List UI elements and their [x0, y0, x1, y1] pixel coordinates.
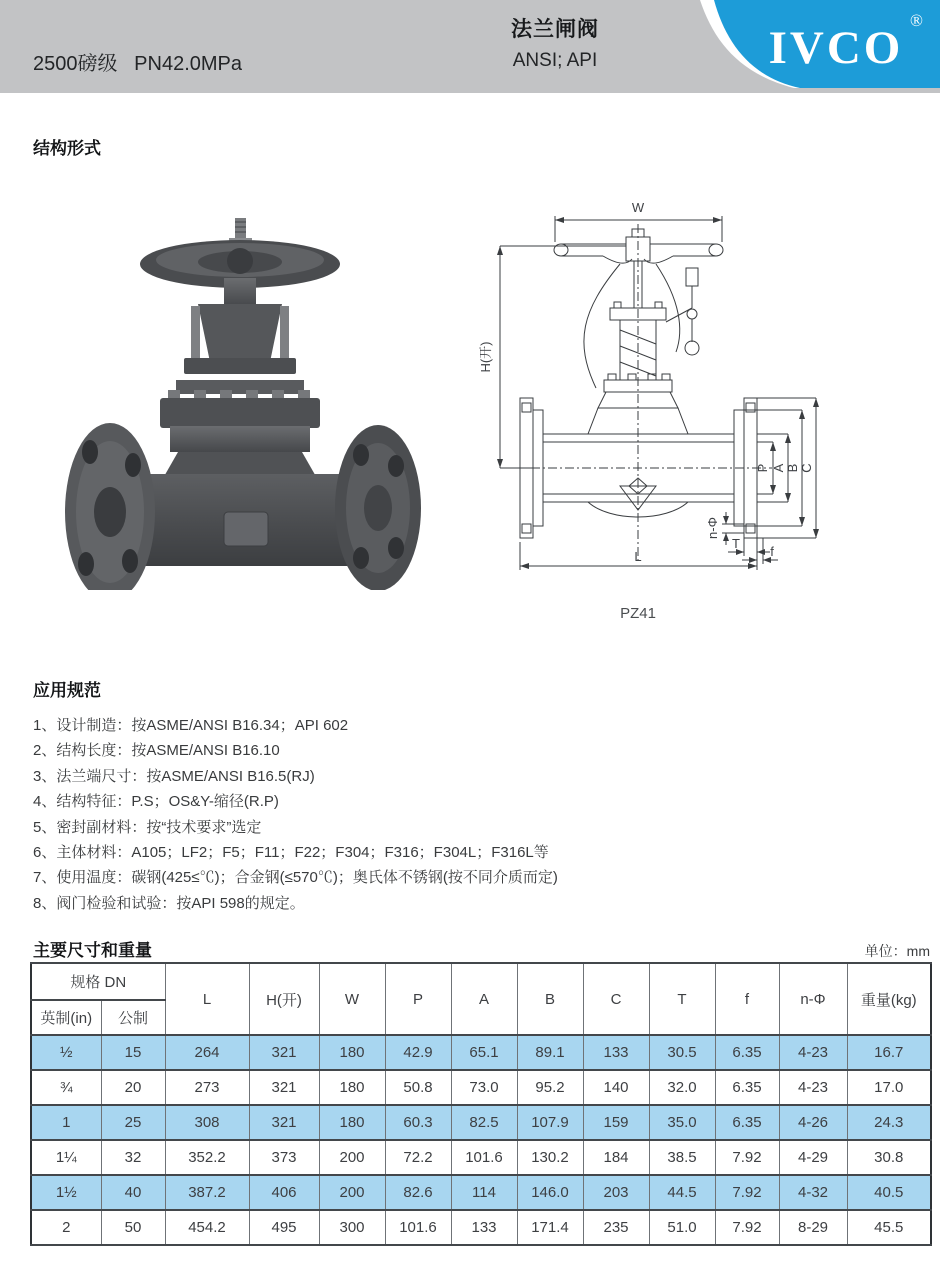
cell-value: 89.1: [517, 1035, 583, 1070]
cell-value: 200: [319, 1175, 385, 1210]
cell-size-dn: 32: [101, 1140, 165, 1175]
specs-list: [33, 713, 913, 916]
spec-item: 3、法兰端尺寸：按ASME/ANSI B16.5(RJ): [33, 767, 315, 785]
col-header-a: A: [451, 963, 517, 1035]
spec-item: 8、阀门检验和试验：按API 598的规定。: [33, 894, 305, 912]
cell-size-dn: 20: [101, 1070, 165, 1105]
cell-value: 30.8: [847, 1140, 931, 1175]
cell-value: 273: [165, 1070, 249, 1105]
cell-value: 373: [249, 1140, 319, 1175]
cell-value: 50.8: [385, 1070, 451, 1105]
cell-value: 6.35: [715, 1105, 779, 1140]
cell-value: 140: [583, 1070, 649, 1105]
dim-label-nphi: n-Φ: [705, 517, 720, 539]
cell-value: 454.2: [165, 1210, 249, 1245]
right-flange: [335, 425, 421, 590]
col-header-p: P: [385, 963, 451, 1035]
col-header-nphi: n-Φ: [779, 963, 847, 1035]
cell-value: 32.0: [649, 1070, 715, 1105]
cell-value: 38.5: [649, 1140, 715, 1175]
dim-label-a: A: [771, 463, 786, 473]
section-title-specs: 应用规范: [33, 681, 101, 700]
col-header-f: f: [715, 963, 779, 1035]
cell-value: 101.6: [451, 1140, 517, 1175]
cell-value: 184: [583, 1140, 649, 1175]
product-title-block: [455, 13, 655, 72]
cell-value: 200: [319, 1140, 385, 1175]
cell-value: 44.5: [649, 1175, 715, 1210]
cell-value: 6.35: [715, 1070, 779, 1105]
spec-item: 4、结构特征：P.S；OS&Y-缩径(R.P): [33, 793, 279, 811]
cell-value: 352.2: [165, 1140, 249, 1175]
header-bar: [0, 0, 940, 93]
cell-value: 6.35: [715, 1035, 779, 1070]
cell-value: 4-32: [779, 1175, 847, 1210]
cell-value: 60.3: [385, 1105, 451, 1140]
cell-value: 133: [451, 1210, 517, 1245]
cell-value: 24.3: [847, 1105, 931, 1140]
cell-value: 95.2: [517, 1070, 583, 1105]
dim-label-t: T: [732, 536, 740, 551]
cell-size-inch: ¾: [31, 1070, 101, 1105]
section-title-structure: 结构形式: [33, 139, 101, 158]
cell-value: 35.0: [649, 1105, 715, 1140]
cell-size-inch: ½: [31, 1035, 101, 1070]
col-header-inch: 英制(in): [31, 1000, 101, 1035]
cell-value: 159: [583, 1105, 649, 1140]
table-row: [31, 1210, 931, 1245]
cell-value: 4-29: [779, 1140, 847, 1175]
cell-size-dn: 40: [101, 1175, 165, 1210]
cell-value: 82.5: [451, 1105, 517, 1140]
cell-value: 101.6: [385, 1210, 451, 1245]
col-header-h-open: H(开): [249, 963, 319, 1035]
cell-value: 203: [583, 1175, 649, 1210]
dim-label-p: P: [755, 463, 770, 473]
cell-value: 7.92: [715, 1210, 779, 1245]
product-standards-label: ANSI; API: [512, 50, 598, 71]
cell-value: 4-23: [779, 1035, 847, 1070]
handwheel: [140, 218, 340, 288]
cell-value: 146.0: [517, 1175, 583, 1210]
table-row: [31, 1070, 931, 1105]
dim-label-l: L: [634, 549, 642, 564]
cell-value: 40.5: [847, 1175, 931, 1210]
cell-value: 300: [319, 1210, 385, 1245]
cell-value: 42.9: [385, 1035, 451, 1070]
cell-value: 130.2: [517, 1140, 583, 1175]
cell-value: 4-26: [779, 1105, 847, 1140]
cell-value: 406: [249, 1175, 319, 1210]
cell-value: 114: [451, 1175, 517, 1210]
table-row: [31, 1105, 931, 1140]
cell-value: 321: [249, 1105, 319, 1140]
dimension-arrows: [497, 217, 819, 569]
left-flange: [65, 423, 155, 590]
cell-size-inch: 1¼: [31, 1140, 101, 1175]
dim-label-h: H(开): [478, 341, 493, 373]
cell-value: 133: [583, 1035, 649, 1070]
cell-value: 264: [165, 1035, 249, 1070]
model-label: PZ41: [620, 605, 656, 622]
col-header-t: T: [649, 963, 715, 1035]
valve-technical-drawing: [470, 190, 932, 632]
cell-value: 65.1: [451, 1035, 517, 1070]
col-header-b: B: [517, 963, 583, 1035]
section-title-dimensions: 主要尺寸和重量: [33, 941, 152, 960]
col-header-spec-dn: 规格 DN: [31, 963, 165, 1000]
cell-size-inch: 1: [31, 1105, 101, 1140]
cell-value: 308: [165, 1105, 249, 1140]
unit-label: 单位：mm: [864, 943, 930, 959]
cell-size-dn: 50: [101, 1210, 165, 1245]
cell-size-inch: 1½: [31, 1175, 101, 1210]
dim-label-w: W: [631, 200, 645, 215]
cell-value: 30.5: [649, 1035, 715, 1070]
dim-label-c: C: [799, 463, 814, 473]
cell-value: 387.2: [165, 1175, 249, 1210]
table-row: [31, 1035, 931, 1070]
cell-value: 45.5: [847, 1210, 931, 1245]
cell-value: 51.0: [649, 1210, 715, 1245]
valve-body: [126, 474, 364, 566]
dimensions-table: [30, 962, 932, 1246]
cell-value: 180: [319, 1070, 385, 1105]
yoke-and-bonnet: [160, 278, 320, 480]
col-header-c: C: [583, 963, 649, 1035]
cell-value: 16.7: [847, 1035, 931, 1070]
dim-label-b: B: [785, 463, 800, 473]
cell-size-dn: 25: [101, 1105, 165, 1140]
brand-logo: [640, 0, 940, 93]
registered-trademark-icon: ®: [910, 11, 923, 30]
cell-value: 171.4: [517, 1210, 583, 1245]
cell-value: 180: [319, 1105, 385, 1140]
col-header-metric: 公制: [101, 1000, 165, 1035]
spec-item: 1、设计制造：按ASME/ANSI B16.34；API 602: [33, 717, 349, 734]
table-row: [31, 1175, 931, 1210]
cell-value: 7.92: [715, 1140, 779, 1175]
cell-value: 17.0: [847, 1070, 931, 1105]
drawing-lines: [500, 216, 816, 570]
application-specs-section: [33, 676, 913, 916]
table-row: [31, 1140, 931, 1175]
cell-value: 321: [249, 1035, 319, 1070]
spec-item: 2、结构长度：按ASME/ANSI B16.10: [33, 742, 280, 760]
col-header-l: L: [165, 963, 249, 1035]
brand-logo-text: IVCO: [768, 22, 904, 74]
col-header-weight: 重量(kg): [847, 963, 931, 1035]
cell-value: 7.92: [715, 1175, 779, 1210]
cell-value: 73.0: [451, 1070, 517, 1105]
cell-value: 72.2: [385, 1140, 451, 1175]
spec-item: 5、密封副材料：按“技术要求”选定: [33, 818, 262, 836]
spec-item: 6、主体材料：A105；LF2；F5；F11；F22；F304；F316；F304L；F316L等: [33, 844, 549, 862]
cell-value: 8-29: [779, 1210, 847, 1245]
cell-size-dn: 15: [101, 1035, 165, 1070]
product-title: 法兰闸阀: [511, 18, 599, 41]
cell-size-inch: 2: [31, 1210, 101, 1245]
pressure-class-label: 2500磅级 PN42.0MPa: [33, 53, 242, 75]
cell-value: 82.6: [385, 1175, 451, 1210]
cell-value: 235: [583, 1210, 649, 1245]
cell-value: 495: [249, 1210, 319, 1245]
cell-value: 180: [319, 1035, 385, 1070]
cell-value: 107.9: [517, 1105, 583, 1140]
cell-value: 321: [249, 1070, 319, 1105]
dim-label-f: f: [770, 544, 774, 559]
valve-photo: [48, 212, 438, 590]
spec-item: 7、使用温度：碳钢(425≤℃)；合金钢(≤570℃)；奥氏体不锈钢(按不同介质而定): [33, 869, 558, 887]
cell-value: 4-23: [779, 1070, 847, 1105]
col-header-w: W: [319, 963, 385, 1035]
